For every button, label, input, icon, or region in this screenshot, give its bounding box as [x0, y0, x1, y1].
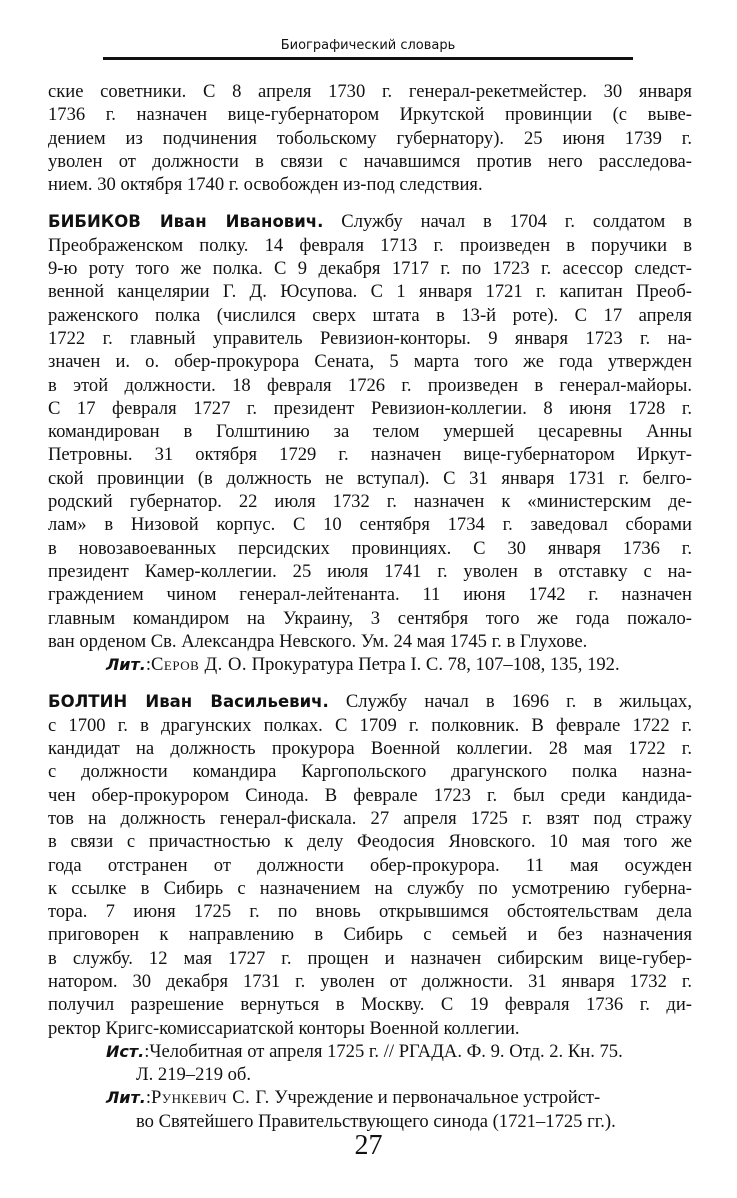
text-line: года отстранен от должности обер-прокурора. 11 мая осужден: [48, 854, 692, 876]
paragraph-continuation: [48, 80, 692, 196]
text-line: с 1700 г. в драгунских полках. С 1709 г. полковник. В феврале 1722 г.: [48, 714, 692, 736]
entry-bibikov: [48, 210, 692, 676]
text-line: ректор Кригс-комиссариатской конторы Военной коллегии.: [48, 1017, 520, 1039]
text-line: уволен от должности в связи с начавшимся против него расследова-: [48, 150, 692, 172]
text-line: тов на должность генерал-фискала. 27 апреля 1725 г. взят под стражу: [48, 807, 692, 829]
reference-author: Рункевич С. Г.: [151, 1087, 270, 1109]
text-line: в связи с причастностью к делу Феодосия Яновского. 10 мая того же: [48, 831, 692, 853]
text-line: Петровны. 31 октября 1729 г. назначен вице-губернатором Иркут-: [48, 444, 692, 466]
reference-text: Учреждение и первоначальное устройст-: [269, 1087, 601, 1109]
text-line: ван орденом Св. Александра Невского. Ум. 24 мая 1745 г. в Глухове.: [48, 630, 588, 652]
entry-text: Службу начал в 1696 г. в жильцах,: [328, 691, 692, 713]
text-line: Преображенском полку. 14 февраля 1713 г. произведен в поручики в: [48, 234, 692, 256]
entry-headword: БОЛТИН Иван Васильевич.: [48, 692, 329, 712]
text-line: чен обер-прокурором Синода. В феврале 1723 г. был среди кандида-: [48, 784, 692, 806]
text-line: ские советники. С 8 апреля 1730 г. генерал-рекетмейстер. 30 января: [48, 81, 692, 102]
text-line: ской провинции (в должность не вступал). С 31 января 1731 г. белго-: [48, 467, 692, 489]
reference-text: Прокуратура Петра I. С. 78, 107–108, 135, 192.: [247, 654, 620, 676]
text-line: лам» в Низовой корпус. С 10 сентября 1734 г. заведовал сборами: [48, 514, 692, 536]
page-number: 27: [354, 1130, 383, 1161]
text-line: 1722 г. главный управитель Ревизион-конторы. 9 января 1723 г. на-: [48, 327, 692, 349]
entry-headword: БИБИКОВ Иван Иванович.: [48, 212, 324, 232]
text-line: приговорен к направлению в Сибирь с семьей и без назначения: [48, 924, 692, 946]
reference-label: Лит.: [106, 655, 146, 675]
reference-label: Ист.: [106, 1041, 145, 1061]
entry-first-line: [48, 690, 692, 713]
text-line: командирован в Голштинию за телом умершей цесаревны Анны: [48, 421, 692, 443]
text-line: нием. 30 октября 1740 г. освобожден из-под следствия.: [48, 174, 483, 196]
literature-reference: Лит.:Рункевич С. Г. Учреждение и первоначальное устройст-: [106, 1087, 601, 1109]
literature-reference: Лит.:Серов Д. О. Прокуратура Петра I. С. 78, 107–108, 135, 192.: [106, 654, 620, 676]
text-line: в этой должности. 18 февраля 1726 г. произведен в генерал-майоры.: [48, 374, 692, 396]
text-line: Л. 219–219 об.: [136, 1064, 252, 1086]
text-line: с должности командира Каргопольского драгунского полка назна-: [48, 761, 692, 783]
text-line: в новозавоеванных персидских провинциях. С 30 января 1736 г.: [48, 537, 692, 559]
text-line: главным командиром на Украину, 3 сентября того же года пожало-: [48, 607, 692, 629]
page-body: [48, 80, 692, 1133]
text-line: во Святейшего Правительствующего синода (1721–1725 гг.).: [136, 1110, 616, 1132]
reference-label: Лит.: [106, 1088, 146, 1108]
text-line: значен и. о. обер-прокурора Сената, 5 марта того же года утвержден: [48, 351, 692, 373]
entry-text: Службу начал в 1704 г. солдатом в: [323, 211, 692, 233]
reference-author: Серов Д. О.: [151, 654, 248, 676]
text-line: венной канцелярии Г. Д. Юсупова. С 1 января 1721 г. капитан Преоб-: [48, 281, 692, 303]
text-line: С 17 февраля 1727 г. президент Ревизион-коллегии. 8 июня 1728 г.: [48, 397, 692, 419]
header-rule: [103, 57, 633, 60]
text-line: тора. 7 июня 1725 г. по вновь открывшимся обстоятельствам дела: [48, 901, 692, 923]
text-line: кандидат на должность прокурора Военной коллегии. 28 мая 1722 г.: [48, 738, 692, 760]
text-line: граждением чином генерал-лейтенанта. 11 июня 1742 г. назначен: [48, 584, 692, 606]
text-line: президент Камер-коллегии. 25 июля 1741 г. уволен в отставку с на-: [48, 560, 692, 582]
entry-boltin: [48, 690, 692, 1133]
text-line: в службу. 12 мая 1727 г. прощен и назначен сибирским вице-губер-: [48, 947, 692, 969]
source-reference: Ист.:Челобитная от апреля 1725 г. // РГАДА. Ф. 9. Отд. 2. Кн. 75.: [106, 1040, 623, 1062]
text-line: родский губернатор. 22 июля 1732 г. назначен к «министерским де-: [48, 491, 692, 513]
text-line: 1736 г. назначен вице-губернатором Иркутской провинции (с выве-: [48, 104, 692, 126]
text-line: натором. 30 декабря 1731 г. уволен от должности. 31 января 1732 г.: [48, 970, 692, 992]
text-line: раженского полка (числился сверх штата в 13-й роте). С 17 апреля: [48, 304, 692, 326]
text-line: к ссылке в Сибирь с назначением на службу по усмотрению губерна-: [48, 877, 692, 899]
text-line: 9-ю роту того же полка. С 9 декабря 1717 г. по 1723 г. асессор следст-: [48, 258, 692, 280]
reference-text: Челобитная от апреля 1725 г. // РГАДА. Ф. 9. Отд. 2. Кн. 75.: [149, 1040, 623, 1062]
entry-first-line: [48, 210, 692, 233]
text-line: дением из подчинения тобольскому губернатору). 25 июня 1739 г.: [48, 127, 692, 149]
running-header: Биографический словарь: [280, 38, 456, 53]
text-line: получил разрешение вернуться в Москву. С 19 февраля 1736 г. ди-: [48, 994, 692, 1016]
